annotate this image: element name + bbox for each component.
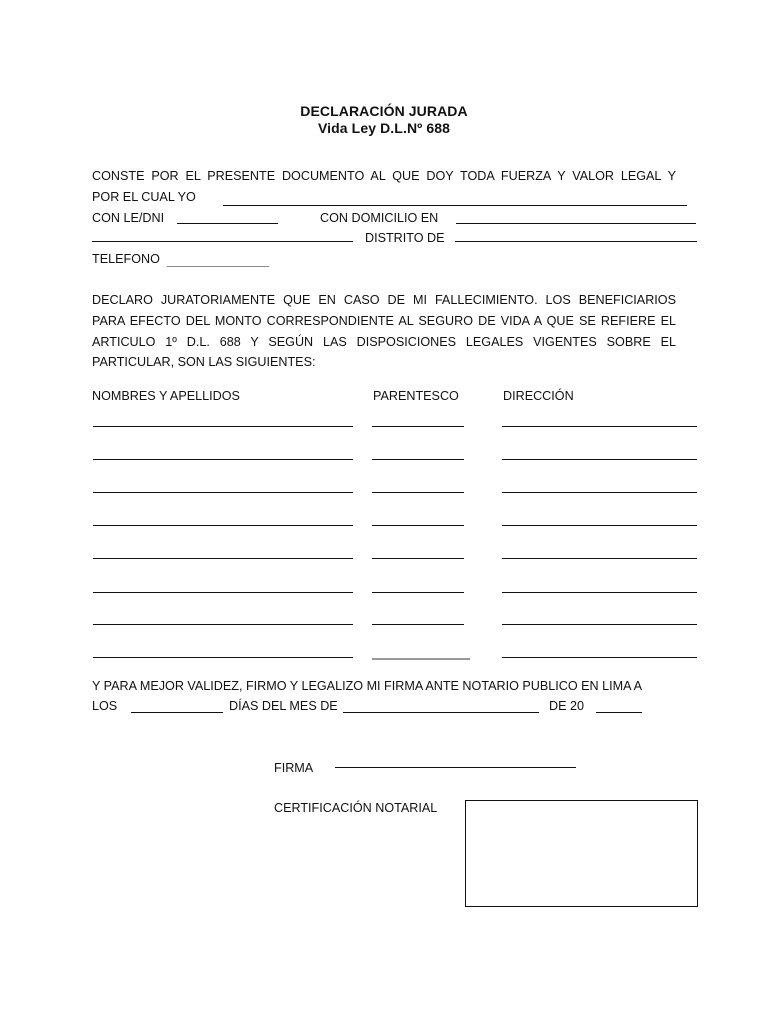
column-header-nombres: NOMBRES Y APELLIDOS [92,389,240,403]
beneficiary-direccion-blank[interactable] [502,426,697,427]
document-subtitle: Vida Ley D.L.Nº 688 [317,120,451,136]
beneficiary-parentesco-blank[interactable] [372,658,470,660]
domicilio-label: CON DOMICILIO EN [320,211,439,225]
beneficiary-direccion-blank[interactable] [502,558,697,559]
beneficiary-direccion-blank[interactable] [502,459,697,460]
declaration-line-4: PARTICULAR, SON LAS SIGUIENTES: [92,355,316,369]
beneficiary-parentesco-blank[interactable] [372,525,464,526]
beneficiary-parentesco-blank[interactable] [372,459,464,460]
de20-label: DE 20 [549,699,585,713]
year-blank[interactable] [596,712,642,713]
beneficiary-parentesco-blank[interactable] [372,492,464,493]
beneficiary-name-blank[interactable] [93,657,353,658]
telefono-blank[interactable] [167,266,269,267]
intro-line-1: CONSTE POR EL PRESENTE DOCUMENTO AL QUE DOY TODA FUERZA Y VALOR LEGAL Y [92,169,676,183]
declaration-line-2: PARA EFECTO DEL MONTO CORRESPONDIENTE AL SEGURO DE VIDA A QUE SE REFIERE EL [92,314,676,328]
certificacion-label: CERTIFICACIÓN NOTARIAL [274,801,438,815]
dias-blank[interactable] [131,712,223,713]
dias-label: DÍAS DEL MES DE [229,699,338,713]
le-dni-blank[interactable] [177,223,278,224]
closing-line-1: Y PARA MEJOR VALIDEZ, FIRMO Y LEGALIZO MI FIRMA ANTE NOTARIO PUBLICO EN LIMA A [92,679,643,693]
telefono-label: TELEFONO [92,252,160,266]
firma-label: FIRMA [274,761,314,775]
beneficiary-name-blank[interactable] [93,592,353,593]
beneficiary-name-blank[interactable] [93,426,353,427]
distrito-label: DISTRITO DE [365,231,445,245]
certificacion-box[interactable] [465,800,698,907]
declaration-line-3: ARTICULO 1º D.L. 688 Y SEGÚN LAS DISPOSICIONES LEGALES VIGENTES SOBRE EL [92,335,676,349]
beneficiary-name-blank[interactable] [93,492,353,493]
beneficiary-direccion-blank[interactable] [502,657,697,658]
domicilio-blank[interactable] [456,223,696,224]
declaration-line-1: DECLARO JURATORIAMENTE QUE EN CASO DE MI FALLECIMIENTO. LOS BENEFICIARIOS [92,293,676,307]
beneficiary-name-blank[interactable] [93,558,353,559]
beneficiary-parentesco-blank[interactable] [372,624,464,625]
firma-blank[interactable] [335,767,576,768]
column-header-direccion: DIRECCIÓN [503,389,574,403]
beneficiary-direccion-blank[interactable] [502,624,697,625]
beneficiary-direccion-blank[interactable] [502,492,697,493]
beneficiary-direccion-blank[interactable] [502,525,697,526]
beneficiary-name-blank[interactable] [93,459,353,460]
beneficiary-parentesco-blank[interactable] [372,592,464,593]
beneficiary-name-blank[interactable] [93,525,353,526]
beneficiary-parentesco-blank[interactable] [372,558,464,559]
le-dni-label: CON LE/DNI [92,211,165,225]
column-header-parentesco: PARENTESCO [373,389,459,403]
name-blank[interactable] [223,205,687,206]
distrito-blank[interactable] [455,241,697,242]
intro-line-2: POR EL CUAL YO [92,190,196,204]
beneficiary-parentesco-blank[interactable] [372,426,464,427]
mes-blank[interactable] [343,712,539,713]
document-title: DECLARACIÓN JURADA [300,103,468,119]
beneficiary-name-blank[interactable] [93,624,353,625]
domicilio-continuation-blank[interactable] [92,241,353,242]
los-label: LOS [92,699,118,713]
beneficiary-direccion-blank[interactable] [502,592,697,593]
